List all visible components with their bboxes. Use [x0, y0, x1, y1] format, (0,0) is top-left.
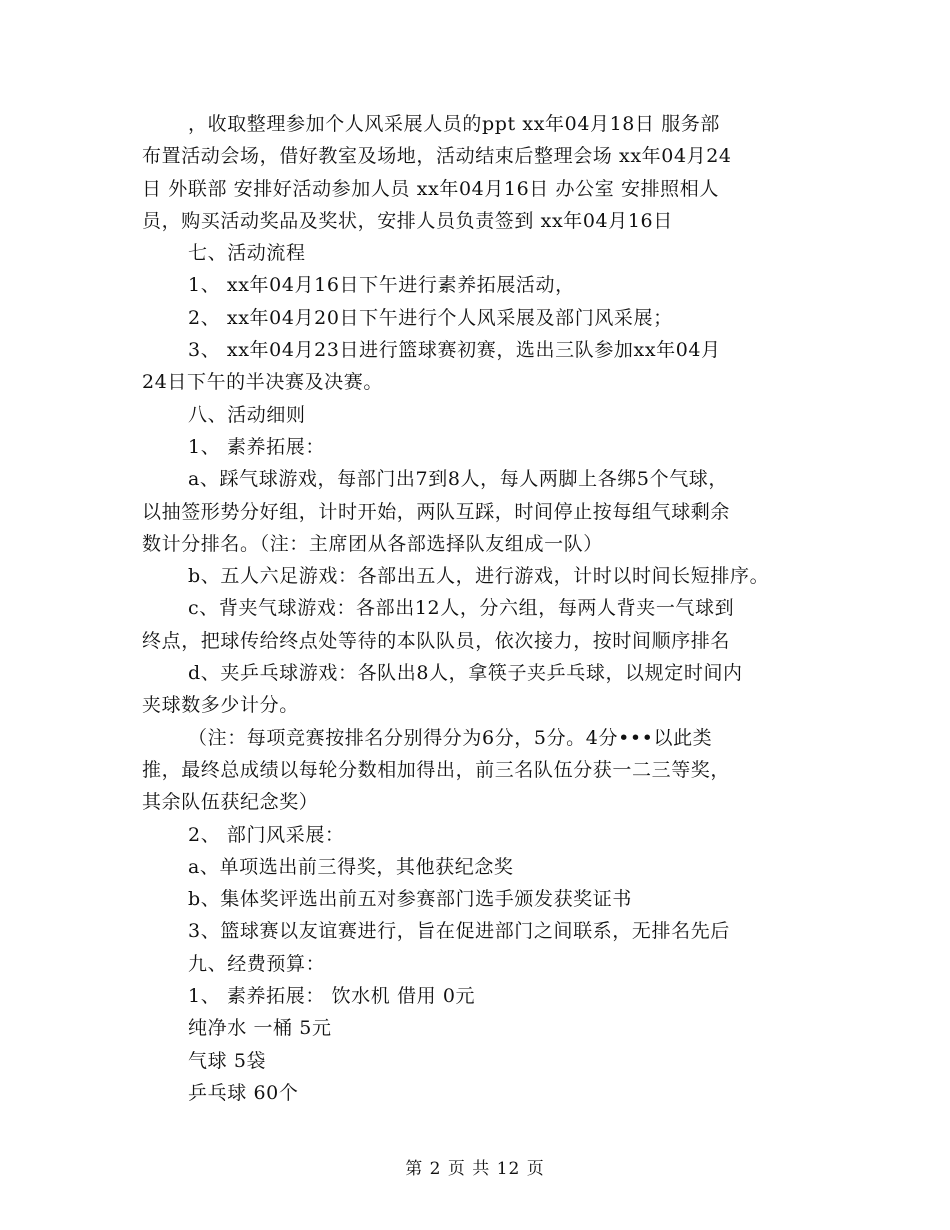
- paragraph-line: a、踩气球游戏，每部门出7到8人，每人两脚上各绑5个气球，: [188, 468, 728, 491]
- paragraph-line: 推，最终总成绩以每轮分数相加得出，前三名队伍分获一二三等奖，: [142, 758, 731, 781]
- paragraph-line: 3、篮球赛以友谊赛进行，旨在促进部门之间联系，无排名先后: [188, 920, 730, 943]
- paragraph-line: b、五人六足游戏：各部出五人，进行游戏，计时以时间长短排序。: [188, 565, 770, 588]
- paragraph-line: 员，购买活动奖品及奖状，安排人员负责签到 xx年04月16日: [142, 209, 673, 232]
- paragraph-line: 七、活动流程: [188, 242, 306, 265]
- paragraph-line: b、集体奖评选出前五对参赛部门选手颁发获奖证书: [188, 888, 632, 911]
- paragraph-line: c、背夹气球游戏：各部出12人，分六组，每两人背夹一气球到: [188, 597, 735, 620]
- paragraph-line: （注：每项竞赛按排名分别得分为6分，5分。4分•••以此类: [188, 726, 713, 749]
- document-body: [142, 108, 842, 1109]
- paragraph-line: 24日下午的半决赛及决赛。: [142, 371, 383, 394]
- paragraph-line: 布置活动会场，借好教室及场地，活动结束后整理会场 xx年04月24: [142, 145, 732, 168]
- paragraph-line: 数计分排名。（注：主席团从各部选择队友组成一队）: [142, 532, 603, 555]
- paragraph-line: 2、 部门风采展：: [188, 823, 345, 846]
- page-number-footer: 第 2 页 共 12 页: [405, 1159, 545, 1179]
- paragraph-line: 乒乓球 60个: [188, 1081, 299, 1104]
- paragraph-line: 日 外联部 安排好活动参加人员 xx年04月16日 办公室 安排照相人: [142, 177, 719, 200]
- paragraph-line: 八、活动细则: [188, 403, 306, 426]
- paragraph-line: a、单项选出前三得奖，其他获纪念奖: [188, 855, 514, 878]
- paragraph-line: ，收取整理参加个人风采展人员的ppt xx年04月18日 服务部: [188, 113, 721, 135]
- paragraph-line: 终点，把球传给终点处等待的本队队员，依次接力，按时间顺序排名: [142, 629, 731, 652]
- paragraph-line: 以抽签形势分好组，计时开始，两队互踩，时间停止按每组气球剩余: [142, 500, 731, 523]
- paragraph-line: 2、 xx年04月20日下午进行个人风采展及部门风采展；: [188, 306, 673, 329]
- paragraph-line: 3、 xx年04月23日进行篮球赛初赛，选出三队参加xx年04月: [188, 339, 721, 362]
- paragraph-line: 其余队伍获纪念奖）: [142, 791, 319, 814]
- paragraph-line: 1、 素养拓展：: [188, 435, 325, 458]
- paragraph-line: 气球 5袋: [188, 1049, 267, 1072]
- paragraph-line: 1、 素养拓展： 饮水机 借用 0元: [188, 985, 476, 1008]
- paragraph-line: 九、经费预算：: [188, 952, 326, 975]
- paragraph-line: 夹球数多少计分。: [142, 694, 299, 717]
- paragraph-line: 纯净水 一桶 5元: [188, 1017, 332, 1040]
- paragraph-line: 1、 xx年04月16日下午进行素养拓展活动，: [188, 274, 575, 297]
- paragraph-line: d、夹乒乓球游戏：各队出8人，拿筷子夹乒乓球，以规定时间内: [188, 662, 743, 685]
